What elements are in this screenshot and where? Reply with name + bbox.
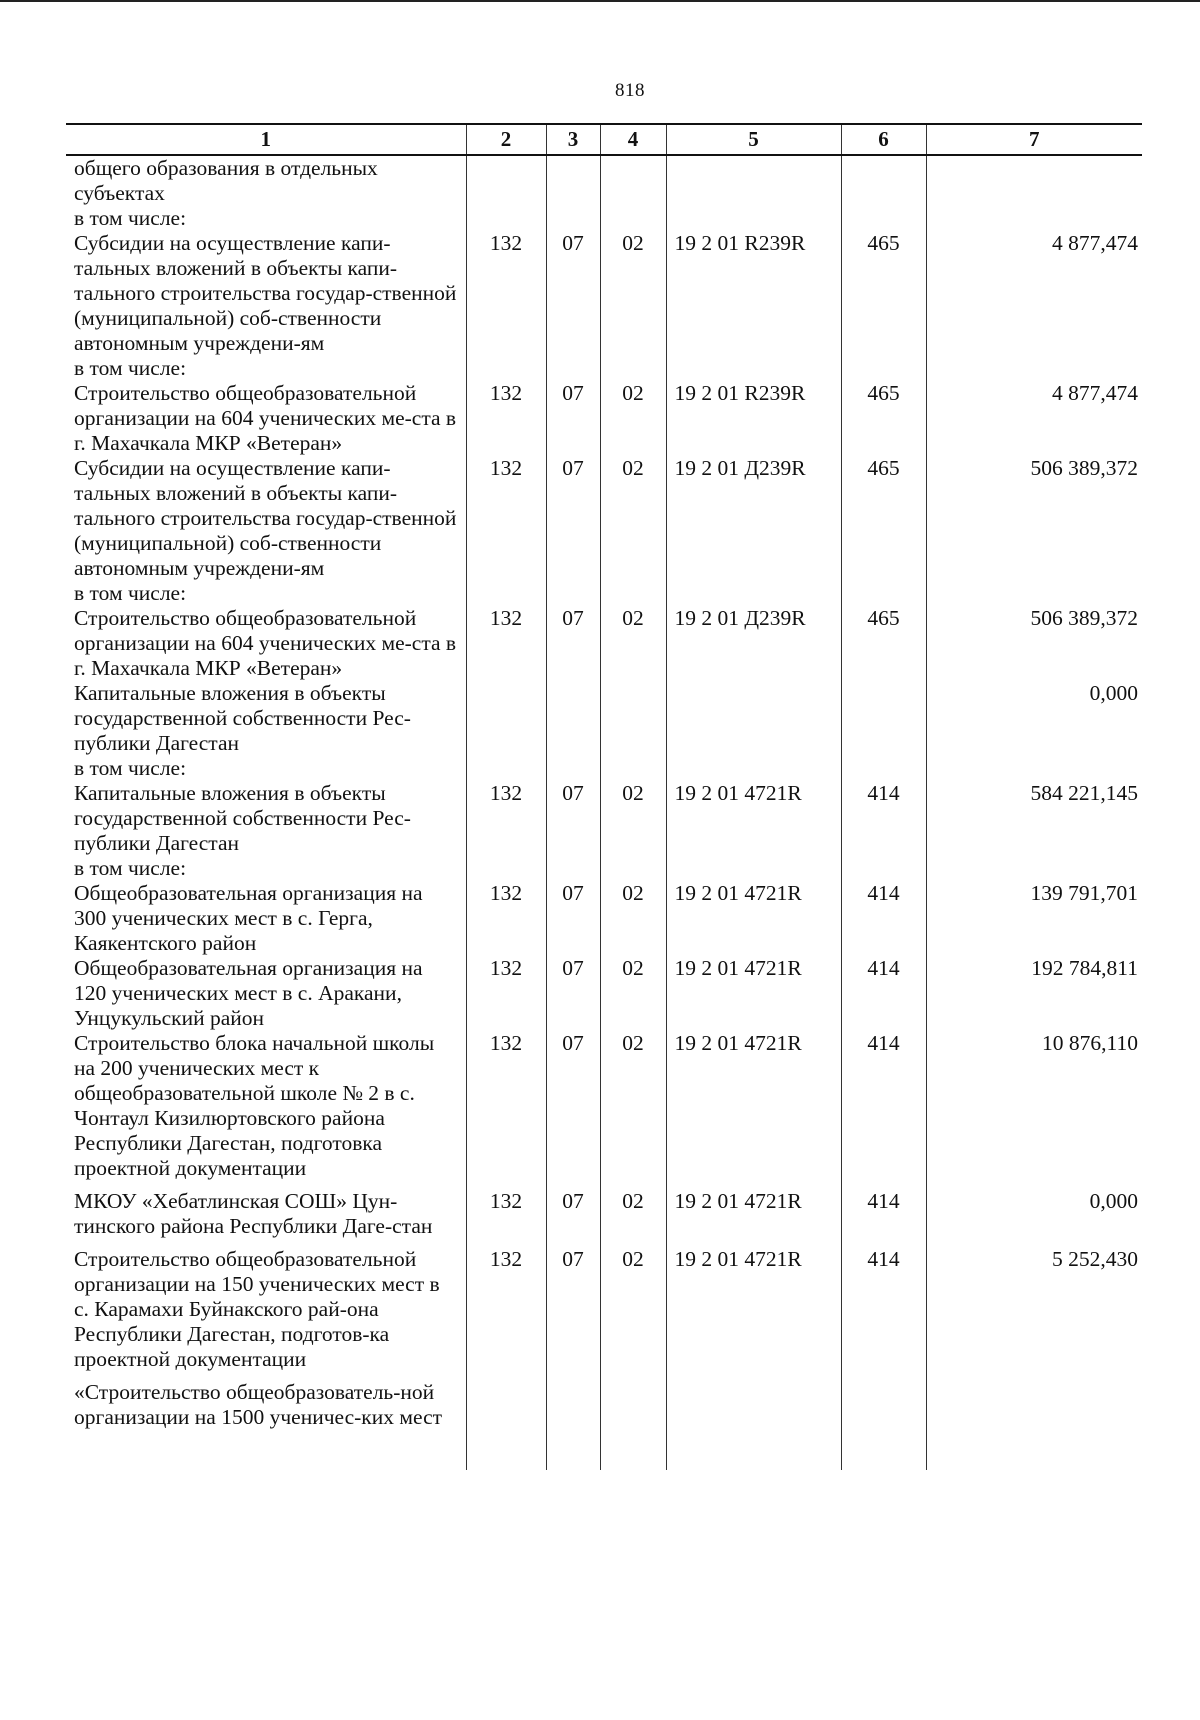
- cell-expense-type: 465: [841, 381, 926, 456]
- table-row: [66, 856, 1142, 881]
- page-number: 818: [615, 80, 645, 101]
- cell-ministry-code: [466, 756, 546, 781]
- cell-section: 07: [546, 606, 600, 681]
- cell-target-article: 19 2 01 4721R: [666, 956, 841, 1031]
- cell-amount: 0,000: [926, 681, 1142, 756]
- cell-section: 07: [546, 781, 600, 856]
- cell-target-article: 19 2 01 4721R: [666, 781, 841, 856]
- cell-description: Капитальные вложения в объекты государственной собственности Рес-публики Дагестан: [74, 781, 411, 855]
- table-row: [66, 206, 1142, 231]
- cell-subsection: 02: [600, 456, 666, 581]
- cell-target-article: [666, 681, 841, 756]
- cell-expense-type: 465: [841, 606, 926, 681]
- cell-subsection: [600, 206, 666, 231]
- cell-expense-type: 414: [841, 956, 926, 1031]
- top-rule: [0, 0, 1200, 2]
- cell-target-article: [666, 856, 841, 881]
- header-col-6: 6: [841, 124, 926, 155]
- cell-subsection: [600, 756, 666, 781]
- cell-section: 07: [546, 881, 600, 956]
- cell-ministry-code: [466, 206, 546, 231]
- cell-description: МКОУ «Хебатлинская СОШ» Цун-тинского района Республики Даге-стан: [74, 1189, 433, 1238]
- cell-section: [546, 356, 600, 381]
- cell-expense-type: 465: [841, 231, 926, 356]
- cell-section: 07: [546, 456, 600, 581]
- table-body: [66, 155, 1142, 1470]
- cell-expense-type: [841, 681, 926, 756]
- table-row: [66, 456, 1142, 581]
- cell-description: Общеобразовательная организация на 300 ученических мест в с. Герга, Каякентского район: [74, 881, 423, 955]
- cell-section: 07: [546, 1247, 600, 1380]
- cell-description: в том числе:: [74, 756, 187, 780]
- cell-description: Субсидии на осуществление капи-тальных вложений в объекты капи-тального строительства государ-ственной (муниципальной) соб-ственности автономным учреждени-ям: [74, 231, 457, 355]
- cell-ministry-code: 132: [466, 1247, 546, 1380]
- cell-target-article: 19 2 01 4721R: [666, 1189, 841, 1247]
- cell-amount: 584 221,145: [926, 781, 1142, 856]
- cell-description: в том числе:: [74, 356, 187, 380]
- cell-description: в том числе:: [74, 856, 187, 880]
- cell-target-article: 19 2 01 R239R: [666, 381, 841, 456]
- cell-description: Строительство блока начальной школы на 200 ученических мест к общеобразовательной школе № 2 в с. Чонтаул Кизилюртовского района Республики Дагестан, подготовка проектной документации: [74, 1031, 435, 1180]
- cell-amount: [926, 756, 1142, 781]
- cell-section: [546, 1380, 600, 1470]
- header-col-3: 3: [546, 124, 600, 155]
- table-header-row: [66, 124, 1142, 155]
- cell-ministry-code: 132: [466, 456, 546, 581]
- table-row: [66, 231, 1142, 356]
- cell-subsection: 02: [600, 1247, 666, 1380]
- cell-ministry-code: 132: [466, 381, 546, 456]
- table-row: [66, 381, 1142, 456]
- cell-subsection: [600, 356, 666, 381]
- cell-description: Строительство общеобразовательной организации на 150 ученических мест в с. Карамахи Буйнакского рай-она Республики Дагестан, подготов-ка проектной документации: [74, 1247, 440, 1371]
- cell-amount: [926, 356, 1142, 381]
- cell-section: 07: [546, 956, 600, 1031]
- cell-expense-type: [841, 856, 926, 881]
- cell-amount: [926, 856, 1142, 881]
- cell-description: Строительство общеобразовательной организации на 604 ученических ме-ста в г. Махачкала МКР «Ветеран»: [74, 606, 457, 680]
- cell-ministry-code: [466, 1380, 546, 1470]
- cell-expense-type: 414: [841, 881, 926, 956]
- cell-ministry-code: [466, 856, 546, 881]
- cell-ministry-code: 132: [466, 881, 546, 956]
- table-row: [66, 881, 1142, 956]
- cell-target-article: [666, 756, 841, 781]
- cell-ministry-code: 132: [466, 956, 546, 1031]
- table-row: [66, 1247, 1142, 1380]
- cell-ministry-code: [466, 581, 546, 606]
- cell-description: общего образования в отдельных субъектах: [74, 156, 378, 205]
- table-row: [66, 1189, 1142, 1247]
- cell-amount: 192 784,811: [926, 956, 1142, 1031]
- cell-expense-type: [841, 756, 926, 781]
- cell-section: [546, 206, 600, 231]
- cell-subsection: [600, 681, 666, 756]
- cell-expense-type: 414: [841, 781, 926, 856]
- cell-section: [546, 681, 600, 756]
- cell-target-article: 19 2 01 Д239R: [666, 456, 841, 581]
- table-row: [66, 756, 1142, 781]
- cell-section: [546, 581, 600, 606]
- cell-amount: [926, 1380, 1142, 1470]
- cell-amount: [926, 581, 1142, 606]
- cell-subsection: 02: [600, 956, 666, 1031]
- cell-section: 07: [546, 231, 600, 356]
- cell-subsection: [600, 856, 666, 881]
- cell-amount: 4 877,474: [926, 231, 1142, 356]
- cell-amount: 0,000: [926, 1189, 1142, 1247]
- cell-target-article: 19 2 01 4721R: [666, 1247, 841, 1380]
- cell-ministry-code: [466, 155, 546, 206]
- cell-target-article: [666, 206, 841, 231]
- header-col-7: 7: [926, 124, 1142, 155]
- cell-ministry-code: [466, 356, 546, 381]
- header-col-2: 2: [466, 124, 546, 155]
- cell-subsection: 02: [600, 231, 666, 356]
- cell-expense-type: [841, 155, 926, 206]
- cell-subsection: [600, 1380, 666, 1470]
- cell-amount: 5 252,430: [926, 1247, 1142, 1380]
- cell-target-article: [666, 581, 841, 606]
- cell-subsection: 02: [600, 881, 666, 956]
- cell-amount: 4 877,474: [926, 381, 1142, 456]
- table-row: [66, 155, 1142, 206]
- cell-description: в том числе:: [74, 581, 187, 605]
- cell-expense-type: [841, 206, 926, 231]
- cell-section: [546, 155, 600, 206]
- cell-ministry-code: 132: [466, 231, 546, 356]
- cell-target-article: [666, 155, 841, 206]
- cell-expense-type: 414: [841, 1247, 926, 1380]
- cell-description: Строительство общеобразовательной организации на 604 ученических ме-ста в г. Махачкала МКР «Ветеран»: [74, 381, 457, 455]
- cell-expense-type: 465: [841, 456, 926, 581]
- header-col-1: 1: [66, 124, 466, 155]
- cell-expense-type: [841, 356, 926, 381]
- header-col-4: 4: [600, 124, 666, 155]
- cell-subsection: 02: [600, 606, 666, 681]
- cell-target-article: 19 2 01 4721R: [666, 1031, 841, 1189]
- cell-target-article: 19 2 01 4721R: [666, 881, 841, 956]
- cell-section: 07: [546, 1189, 600, 1247]
- cell-section: 07: [546, 381, 600, 456]
- cell-expense-type: [841, 581, 926, 606]
- cell-amount: [926, 155, 1142, 206]
- cell-amount: [926, 206, 1142, 231]
- cell-section: 07: [546, 1031, 600, 1189]
- cell-description: Капитальные вложения в объекты государственной собственности Рес-публики Дагестан: [74, 681, 411, 755]
- cell-expense-type: [841, 1380, 926, 1470]
- cell-target-article: 19 2 01 R239R: [666, 231, 841, 356]
- table-row: [66, 356, 1142, 381]
- cell-amount: 139 791,701: [926, 881, 1142, 956]
- cell-ministry-code: 132: [466, 1031, 546, 1189]
- cell-subsection: 02: [600, 781, 666, 856]
- cell-subsection: 02: [600, 1031, 666, 1189]
- table-row: [66, 606, 1142, 681]
- cell-amount: 506 389,372: [926, 606, 1142, 681]
- budget-table-container: [66, 123, 1142, 1603]
- cell-amount: 10 876,110: [926, 1031, 1142, 1189]
- cell-target-article: 19 2 01 Д239R: [666, 606, 841, 681]
- budget-table: [66, 123, 1142, 1470]
- cell-section: [546, 756, 600, 781]
- table-row: [66, 1380, 1142, 1470]
- cell-description: «Строительство общеобразователь-ной организации на 1500 ученичес-ких мест: [74, 1380, 443, 1429]
- cell-ministry-code: 132: [466, 781, 546, 856]
- cell-description: Субсидии на осуществление капи-тальных вложений в объекты капи-тального строительства государ-ственной (муниципальной) соб-ственности автономным учреждени-ям: [74, 456, 457, 580]
- table-row: [66, 956, 1142, 1031]
- cell-subsection: [600, 155, 666, 206]
- cell-section: [546, 856, 600, 881]
- cell-ministry-code: 132: [466, 606, 546, 681]
- cell-expense-type: 414: [841, 1189, 926, 1247]
- cell-description: Общеобразовательная организация на 120 ученических мест в с. Аракани, Унцукульский район: [74, 956, 423, 1030]
- cell-ministry-code: [466, 681, 546, 756]
- cell-target-article: [666, 356, 841, 381]
- table-row: [66, 781, 1142, 856]
- cell-subsection: 02: [600, 381, 666, 456]
- cell-subsection: 02: [600, 1189, 666, 1247]
- cell-subsection: [600, 581, 666, 606]
- table-row: [66, 681, 1142, 756]
- header-col-5: 5: [666, 124, 841, 155]
- cell-description: в том числе:: [74, 206, 187, 230]
- cell-expense-type: 414: [841, 1031, 926, 1189]
- cell-target-article: [666, 1380, 841, 1470]
- table-row: [66, 581, 1142, 606]
- table-row: [66, 1031, 1142, 1189]
- cell-ministry-code: 132: [466, 1189, 546, 1247]
- cell-amount: 506 389,372: [926, 456, 1142, 581]
